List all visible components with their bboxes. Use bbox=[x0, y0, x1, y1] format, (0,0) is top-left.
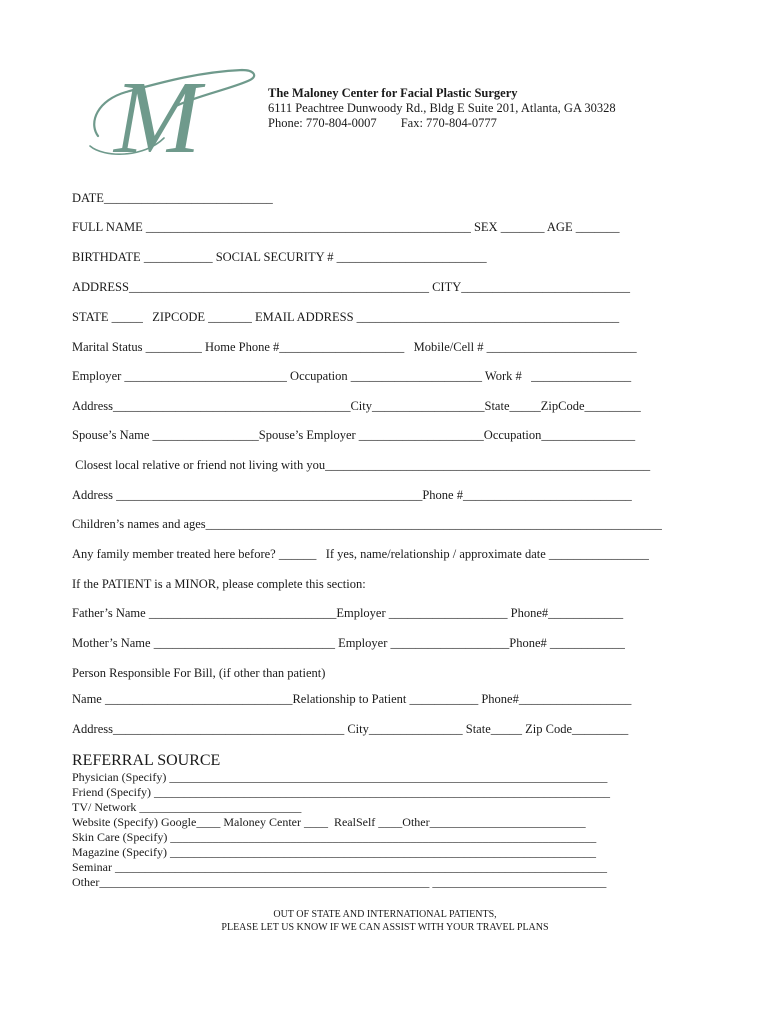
employer-occupation-work-field[interactable]: Employer __________________________ Occupation _____________________ Work # ________________ bbox=[72, 369, 632, 383]
responsible-name-field[interactable]: Name ______________________________Relationship to Patient ___________ Phone#__________________ bbox=[72, 692, 632, 706]
referral-skin-care-field[interactable]: Skin Care (Specify) _______________________________________________________________________ bbox=[72, 830, 597, 844]
responsible-party-heading: Person Responsible For Bill, (if other than patient) bbox=[72, 666, 326, 680]
relative-address-phone-field[interactable]: Address _________________________________________________Phone #___________________________ bbox=[72, 488, 632, 502]
family-treated-field[interactable]: Any family member treated here before? ______ If yes, name/relationship / approximate date ________________ bbox=[72, 547, 649, 561]
responsible-address-field[interactable]: Address_____________________________________ City_______________ State_____ Zip Code_________ bbox=[72, 722, 629, 736]
referral-website-field[interactable]: Website (Specify) Google____ Maloney Center ____ RealSelf ____Other__________________________ bbox=[72, 815, 586, 829]
address-city-field[interactable]: ADDRESS________________________________________________ CITY___________________________ bbox=[72, 280, 630, 294]
logo-letter: M bbox=[114, 66, 201, 162]
referral-magazine-field[interactable]: Magazine (Specify) _______________________________________________________________________ bbox=[72, 845, 596, 859]
referral-friend-field[interactable]: Friend (Specify) ____________________________________________________________________________ bbox=[72, 785, 610, 799]
employer-address-field[interactable]: Address______________________________________City__________________State_____ZipCode_________ bbox=[72, 399, 641, 413]
referral-physician-field[interactable]: Physician (Specify) _________________________________________________________________________ bbox=[72, 770, 608, 784]
referral-source-heading: REFERRAL SOURCE bbox=[72, 752, 221, 769]
maloney-center-logo bbox=[84, 66, 260, 162]
travel-notice-line-2: PLEASE LET US KNOW IF WE CAN ASSIST WITH YOUR TRAVEL PLANS bbox=[221, 922, 549, 933]
letterhead bbox=[268, 86, 616, 131]
marital-phone-mobile-field[interactable]: Marital Status _________ Home Phone #____________________ Mobile/Cell # ________________________ bbox=[72, 340, 637, 354]
children-names-field[interactable]: Children’s names and ages_________________________________________________________________________ bbox=[72, 517, 662, 531]
full-name-sex-age-field[interactable]: FULL NAME ____________________________________________________ SEX _______ AGE _______ bbox=[72, 220, 620, 234]
contact-line bbox=[268, 116, 616, 131]
organization-address: 6111 Peachtree Dunwoody Rd., Bldg E Suite 201, Atlanta, GA 30328 bbox=[268, 101, 616, 115]
travel-notice bbox=[0, 908, 770, 934]
birthdate-ssn-field[interactable]: BIRTHDATE ___________ SOCIAL SECURITY # ________________________ bbox=[72, 250, 487, 264]
state-zip-email-field[interactable]: STATE _____ ZIPCODE _______ EMAIL ADDRESS __________________________________________ bbox=[72, 310, 620, 324]
fax-number: Fax: 770-804-0777 bbox=[400, 116, 497, 130]
organization-name: The Maloney Center for Facial Plastic Surgery bbox=[268, 86, 518, 100]
referral-other-field[interactable]: Other_______________________________________________________ _____________________________ bbox=[72, 875, 607, 889]
mother-field[interactable]: Mother’s Name _____________________________ Employer ___________________Phone# ____________ bbox=[72, 636, 625, 650]
date-field[interactable]: DATE___________________________ bbox=[72, 191, 273, 205]
father-field[interactable]: Father’s Name ______________________________Employer ___________________ Phone#____________ bbox=[72, 606, 624, 620]
phone-number: Phone: 770-804-0007 bbox=[268, 116, 377, 130]
referral-tv-field[interactable]: TV/ Network ___________________________ bbox=[72, 800, 302, 814]
referral-seminar-field[interactable]: Seminar __________________________________________________________________________________ bbox=[72, 860, 607, 874]
minor-section-heading: If the PATIENT is a MINOR, please complete this section: bbox=[72, 577, 366, 591]
travel-notice-line-1: OUT OF STATE AND INTERNATIONAL PATIENTS, bbox=[273, 909, 497, 920]
closest-relative-field[interactable]: Closest local relative or friend not living with you____________________________________________________ bbox=[72, 458, 651, 472]
spouse-field[interactable]: Spouse’s Name _________________Spouse’s Employer ____________________Occupation_______________ bbox=[72, 428, 636, 442]
